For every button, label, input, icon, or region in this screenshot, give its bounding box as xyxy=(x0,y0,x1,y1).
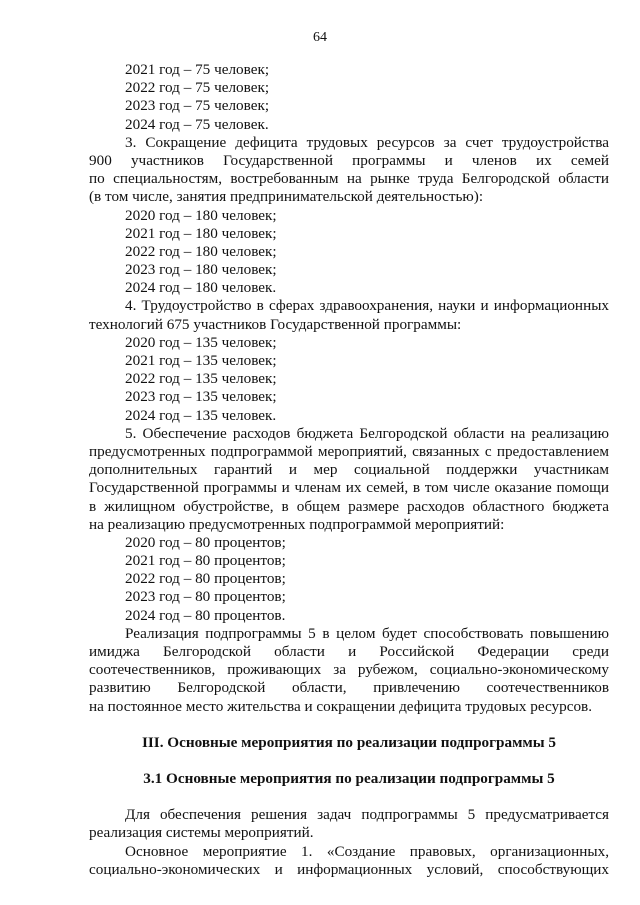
list-item: 2022 год – 80 процентов; xyxy=(125,570,286,588)
list-item: 2022 год – 75 человек; xyxy=(125,79,270,97)
paragraph-line: Государственной программы и членам их семей, в том числе оказание помощи xyxy=(89,479,609,497)
paragraph-measures xyxy=(89,806,609,842)
targets-list-5 xyxy=(89,534,609,625)
paragraph-3 xyxy=(89,134,609,207)
paragraph-line: Для обеспечения решения задач подпрограммы 5 предусматривается xyxy=(125,806,609,824)
list-item: 2022 год – 135 человек; xyxy=(125,370,277,388)
list-item: 2024 год – 75 человек. xyxy=(125,115,269,133)
section-heading: III. Основные мероприятия по реализации подпрограммы 5 xyxy=(141,733,557,751)
paragraph-line: предусмотренных подпрограммой мероприятий, связанных с предоставлением xyxy=(89,442,609,460)
list-item: 2021 год – 180 человек; xyxy=(125,224,277,242)
paragraph-line: соотечественников, проживающих за рубежом, социально-экономическому xyxy=(89,661,609,679)
subsection-heading: 3.1 Основные мероприятия по реализации подпрограммы 5 xyxy=(143,769,555,787)
paragraph-line: Реализация подпрограммы 5 в целом будет способствовать повышению xyxy=(125,624,609,642)
paragraph-line: 3. Сокращение дефицита трудовых ресурсов за счет трудоустройства xyxy=(125,133,609,151)
list-item: 2024 год – 80 процентов. xyxy=(125,606,286,624)
paragraph-line: 900 участников Государственной программы и членов их семей xyxy=(89,151,609,169)
document-body xyxy=(89,61,609,879)
paragraph-line: имиджа Белгородской области и Российской Федерации среди xyxy=(89,643,609,660)
targets-list-4 xyxy=(89,334,609,425)
targets-list-3 xyxy=(89,207,609,298)
paragraph-result xyxy=(89,625,609,716)
paragraph-line: технологий 675 участников Государственной программы: xyxy=(89,315,462,333)
paragraph-line: на постоянное место жительства и сокращении дефицита трудовых ресурсов. xyxy=(89,697,593,715)
list-item: 2024 год – 135 человек. xyxy=(125,406,277,424)
list-item: 2023 год – 135 человек; xyxy=(125,388,277,406)
list-item: 2020 год – 80 процентов; xyxy=(125,533,286,551)
paragraph-line: дополнительных гарантий и мер социальной поддержки участникам xyxy=(89,461,609,479)
list-item: 2024 год – 180 человек. xyxy=(125,279,277,297)
paragraph-4 xyxy=(89,297,609,333)
paragraph-line: развитию Белгородской области, привлечению соотечественников xyxy=(89,679,609,697)
list-item: 2022 год – 180 человек; xyxy=(125,242,277,260)
page-number: 64 xyxy=(313,30,327,45)
list-item: 2020 год – 180 человек; xyxy=(125,206,277,224)
paragraph-line: 4. Трудоустройство в сферах здравоохранения, науки и информационных xyxy=(125,297,609,315)
list-item: 2021 год – 75 человек; xyxy=(125,61,270,78)
list-item: 2023 год – 75 человек; xyxy=(125,97,270,115)
targets-list-2 xyxy=(89,61,609,134)
list-item: 2020 год – 135 человек; xyxy=(125,333,277,351)
paragraph-5 xyxy=(89,425,609,534)
paragraph-line: социально-экономических и информационных условий, способствующих xyxy=(89,860,609,878)
list-item: 2023 год – 180 человек; xyxy=(125,261,277,279)
paragraph-line: Основное мероприятие 1. «Создание правовых, организационных, xyxy=(125,842,609,860)
paragraph-line: 5. Обеспечение расходов бюджета Белгородской области на реализацию xyxy=(125,424,609,442)
paragraph-main-measure xyxy=(89,843,609,879)
paragraph-line: реализация системы мероприятий. xyxy=(89,824,314,842)
list-item: 2023 год – 80 процентов; xyxy=(125,588,286,606)
paragraph-line: на реализацию предусмотренных подпрограммой мероприятий: xyxy=(89,515,505,533)
paragraph-line: в жилищном обустройстве, в общем размере расходов областного бюджета xyxy=(89,497,609,515)
paragraph-line: по специальностям, востребованным на рынке труда Белгородской области xyxy=(89,170,609,188)
list-item: 2021 год – 80 процентов; xyxy=(125,552,286,570)
list-item: 2021 год – 135 человек; xyxy=(125,352,277,369)
paragraph-line: (в том числе, занятия предпринимательской деятельностью): xyxy=(89,188,484,206)
